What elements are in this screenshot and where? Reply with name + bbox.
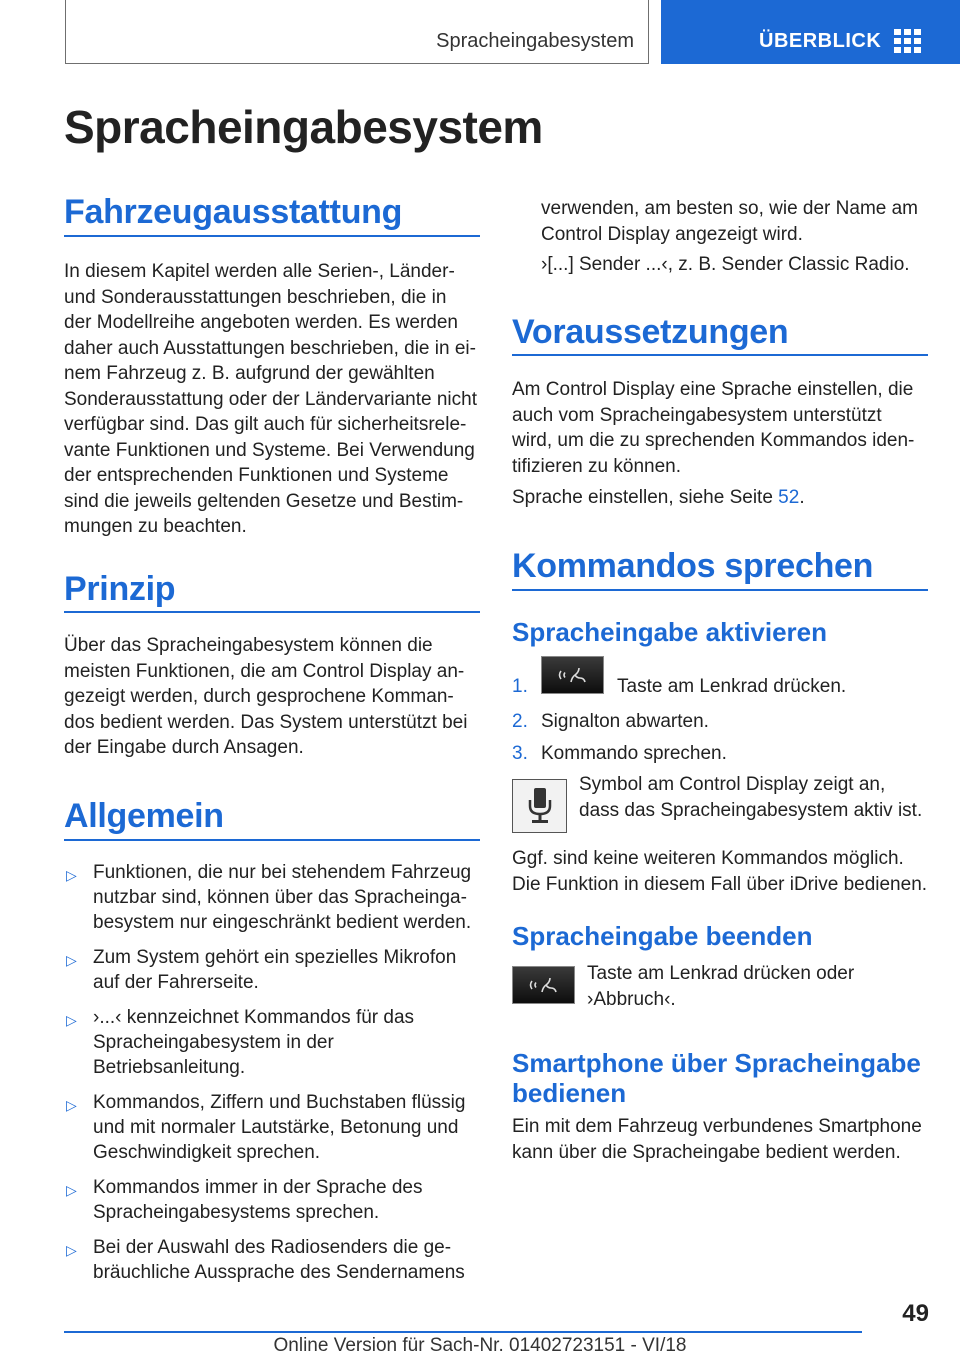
symbol-description: Symbol am Control Display zeigt an, dass das Spracheingabesystem aktiv ist. [579, 774, 923, 821]
heading-prinzip: Prinzip [64, 570, 176, 608]
voice-button-icon [541, 656, 604, 694]
fahrzeug-paragraph: In diesem Kapitel werden alle Serien-, Länder- und Sonderausstattungen beschrieben, die in der Modellreihe angeboten werden. Es werden daher auch Ausstattungen beschrieben, die in ei- nem Fahrzeug z. B. aufgrund der gewählten Sonderausstattung oder der Ländervariante nicht verfügbar sind. Das gilt auch für sicherheitsrele- vante Funktionen und Systeme. Bei Verwendung der entsprechenden Funktionen und Systeme sind die jeweils geltenden Gesetze und Bestim- mungen zu beachten. [64, 261, 477, 537]
beenden-text: Taste am Lenkrad drücken oder ›Abbruch‹. [587, 963, 855, 1010]
heading-voraussetzungen: Voraussetzungen [512, 313, 789, 351]
triangle-bullet-icon: ▷ [66, 952, 77, 968]
voraussetzungen-reference: Sprache einstellen, siehe Seite 52. [512, 487, 805, 508]
allgemein-bullet-list [64, 860, 480, 1295]
grid-menu-icon [894, 29, 922, 53]
microphone-icon [512, 779, 567, 833]
list-item: ▷ Zum System gehört ein spezielles Mikrofon auf der Fahrerseite. [66, 947, 457, 993]
list-item: 2. Signalton abwarten. [512, 711, 709, 732]
list-item: ▷ ›...‹ kennzeichnet Kommandos für das Spracheingabesystem in der Betriebsanleitung. [66, 1007, 415, 1078]
heading-rule [64, 839, 480, 841]
voraussetzungen-paragraph: Am Control Display eine Sprache einstellen, die auch vom Spracheingabesystem unterstützt wird, um die zu sprechenden Kommandos iden- tifizieren zu können. [512, 379, 915, 477]
footer-rule [64, 1331, 862, 1333]
page-reference-link[interactable]: 52 [778, 487, 800, 508]
heading-spracheingabe-aktivieren: Spracheingabe aktivieren [512, 617, 828, 647]
heading-spracheingabe-beenden: Spracheingabe beenden [512, 921, 813, 951]
triangle-bullet-icon: ▷ [66, 1012, 77, 1028]
triangle-bullet-icon: ▷ [66, 1097, 77, 1113]
page-number: 49 [902, 1300, 929, 1327]
header-chapter-tab[interactable] [661, 0, 960, 64]
heading-rule [512, 354, 928, 356]
triangle-bullet-icon: ▷ [66, 867, 77, 883]
allgemein-example: ›[...] Sender ...‹, z. B. Sender Classic Radio. [541, 254, 910, 275]
list-item: ▷ Bei der Auswahl des Radiosenders die ge- bräuchliche Aussprache des Sendernamens [66, 1237, 465, 1283]
heading-allgemein: Allgemein [64, 797, 224, 835]
heading-rule [64, 611, 480, 613]
header-section-tab [65, 0, 649, 64]
heading-rule [512, 589, 928, 591]
list-item: 1. Taste am Lenkrad drücken. [512, 676, 847, 697]
heading-smartphone: Smartphone über Spracheingabe bedienen [512, 1048, 921, 1108]
page-title: Spracheingabesystem [64, 101, 543, 153]
list-item: ▷ Kommandos immer in der Sprache des Spracheingabesystems sprechen. [66, 1177, 423, 1223]
header-chapter-title: ÜBERBLICK [759, 30, 882, 52]
heading-kommandos-sprechen: Kommandos sprechen [512, 547, 874, 585]
header-section-title: Spracheingabesystem [436, 30, 634, 52]
voice-button-icon [512, 966, 575, 1004]
list-item: 3. Kommando sprechen. [512, 743, 727, 764]
footer-text: Online Version für Sach-Nr. 01402723151 - VI/18 [273, 1335, 687, 1356]
smartphone-paragraph: Ein mit dem Fahrzeug verbundenes Smartphone kann über die Spracheingabe bedient werden. [512, 1116, 922, 1163]
prinzip-paragraph: Über das Spracheingabesystem können die meisten Funktionen, die am Control Display an- gezeigt werden, durch gesprochene Komman- dos bedient werden. Das System unterstützt bei der Eingabe durch Ansagen. [64, 635, 468, 758]
heading-fahrzeugausstattung: Fahrzeugausstattung [64, 193, 403, 231]
triangle-bullet-icon: ▷ [66, 1242, 77, 1258]
allgemein-bullet-continued: verwenden, am besten so, wie der Name am Control Display angezeigt wird. [541, 198, 919, 245]
triangle-bullet-icon: ▷ [66, 1182, 77, 1198]
heading-rule [64, 235, 480, 237]
aktivieren-note: Ggf. sind keine weiteren Kommandos möglich. Die Funktion in diesem Fall über iDrive bedienen. [512, 848, 928, 895]
list-item: ▷ Kommandos, Ziffern und Buchstaben flüssig und mit normaler Lautstärke, Betonung und Geschwindigkeit sprechen. [66, 1092, 466, 1163]
list-item: ▷ Funktionen, die nur bei stehendem Fahrzeug nutzbar sind, können über das Spracheinga- besystem nur eingeschränkt bedient werden. [66, 862, 472, 933]
